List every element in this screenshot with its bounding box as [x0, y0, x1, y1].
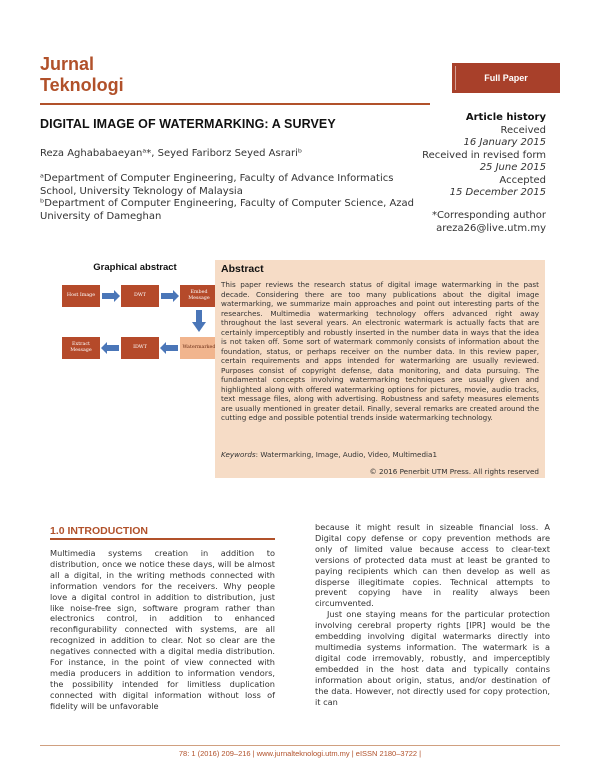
accepted-label: Accepted: [499, 174, 546, 186]
intro-paragraph-3: Just one staying means for the particular protection involving cerebral property rights [IPR] would be the embedding involving digital watermarks directly into multimedia systems information. The watermark is a digital code irremovably, robustly, and imperceptibly embedded in the host data and typically contains information about origin, status, and/or destination of the data. However, not directly used for copy protection, it can: [315, 609, 550, 707]
host-image-label: Host Image: [66, 293, 96, 298]
corresponding-email[interactable]: areza26@live.utm.my: [436, 222, 546, 234]
page-footer: 78: 1 (2016) 209–216 | www.jurnalteknologi.utm.my | eISSN 2180–3722 |: [178, 749, 422, 758]
journal-name-line2: Teknologi: [40, 75, 124, 95]
intro-column-left: [50, 548, 275, 712]
revised-label: Received in revised form: [422, 149, 546, 161]
intro-heading: 1.0 INTRODUCTION: [50, 525, 149, 537]
corresponding-author: [432, 210, 546, 235]
graphical-abstract-figure: [62, 280, 222, 360]
keywords-label: Keywords: [221, 450, 256, 459]
affiliation-b: ᵇDepartment of Computer Engineering, Faculty of Computer Science, Azad University of Dameghan: [40, 198, 415, 222]
keywords-value: : Watermarking, Image, Audio, Video, Multimedia1: [255, 450, 438, 459]
abstract-text: This paper reviews the research status of digital image watermarking in the past decade. Considering there are too many publications about the digital image watermarking, we summarize main approaches and point out interesting parts of the researches. Multimedia watermarking technology offers advanced right away throughout the last several years. An electronic watermark is actually facts that are certainly imperceptibly and robustly inserted in the number data in ways that the idea is not taken off. Some sort of watermark commonly consists of information about the foundation, status, or perhaps receiver on the number data. In this review paper, certain requirements and apps intended for watermarking are usually reviewed. Purposes consist of copyright defense, data monitoring, and data pursuing. The fundamental concepts involving watermarking techniques are usually given and highlighted along with offered watermarking options for pictures, movie, audio tracks, text message files, along with advertising. Robustness and safety measures elements are usually mentioned in greater detail. Finally, several remarks are created around the cutting edge and possible potential trends inside watermarking technology.: [221, 280, 539, 422]
received-date: 16 January 2015: [463, 137, 546, 148]
intro-paragraph-2: because it might result in sizeable financial loss. A Digital copy defense or copy prevention methods are only of limited value because access to clear-text versions of protected data must at least be granted to paying recipients which can then develop as well as disperse illegitimate copies. Technical attempts to prevent copying have in reality always been circumvented.: [315, 522, 550, 609]
flow-arrows: [62, 280, 222, 360]
arrow-right-2: [161, 290, 179, 302]
affiliation-a: ᵃDepartment of Computer Engineering, Faculty of Advance Informatics School, University Teknology of Malaysia: [40, 173, 394, 197]
abstract-heading: Abstract: [221, 263, 264, 275]
corresponding-label: *Corresponding author: [431, 210, 546, 221]
affiliations: [40, 173, 425, 223]
paper-authors: Reza Aghababaeyanᵃ*, Seyed Fariborz Seyed Asrariᵇ: [40, 148, 303, 159]
arrow-down: [192, 310, 206, 332]
full-paper-label: Full Paper: [484, 73, 528, 83]
embed-message-label: Embed Message: [188, 290, 210, 301]
keywords-line: [221, 450, 539, 459]
dwt-label: DWT: [134, 293, 146, 298]
copyright: © 2016 Penerbit UTM Press. All rights reserved: [369, 467, 539, 476]
paper-title: DIGITAL IMAGE OF WATERMARKING: A SURVEY: [40, 117, 336, 131]
received-label: Received: [500, 124, 546, 136]
arrow-left-1: [160, 342, 178, 354]
history-heading: Article history: [465, 112, 546, 123]
extract-message-label: Extract Message: [70, 342, 92, 353]
journal-name-line1: Jurnal: [40, 54, 95, 74]
accepted-date: 15 December 2015: [449, 187, 546, 198]
intro-underline: [50, 538, 275, 540]
intro-column-right: [315, 522, 550, 707]
journal-name: [40, 54, 124, 96]
footer-divider: [40, 745, 560, 746]
idwt-label: IDWT: [133, 345, 147, 350]
full-paper-badge: [452, 63, 560, 93]
article-history: [422, 112, 546, 200]
intro-paragraph-1: Multimedia systems creation in addition to distribution, once we notice these days, will be almost all a digital, in the writing methods connected with information vendors for the receivers. Why people love a digital control in addition to distribution, just like noise-free sign, software program rather than electronics control, in addition to enhanced reconfigurability connected with systems, are all recognized in addition to clear. Not so clear are the negatives connected with a digital media distribution. For instance, in the point of view connected with media producers in addition to information vendors, the possibility intended for limitless duplication connected with digital information without loss of fidelity will be unfavorable: [50, 548, 275, 711]
watermarked-label: Watermarked: [182, 345, 216, 350]
arrow-left-2: [101, 342, 119, 354]
arrow-right-1: [102, 290, 120, 302]
revised-date: 25 June 2015: [479, 162, 546, 173]
graphical-abstract-title: Graphical abstract: [93, 262, 177, 273]
header-divider: [40, 103, 430, 105]
